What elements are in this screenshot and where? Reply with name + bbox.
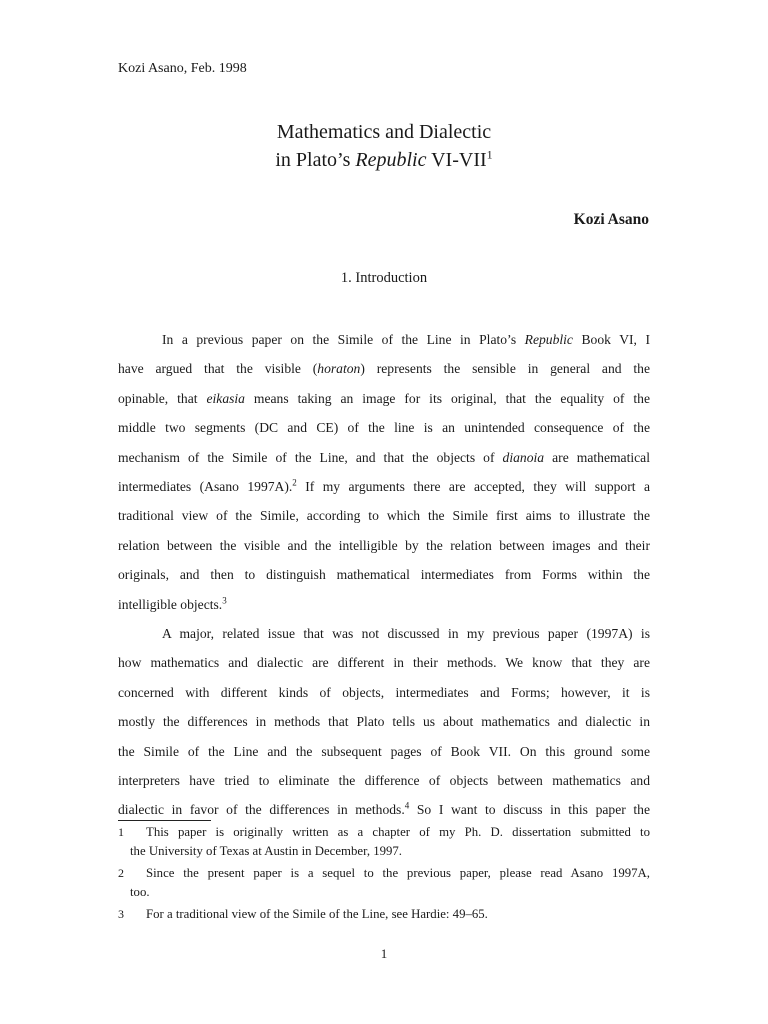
footnote-ref: 3 <box>222 594 227 605</box>
footnote-2 <box>118 864 650 902</box>
footnote-line: This paper is originally written as a chapter of my Ph. D. dissertation submitted to <box>146 825 650 839</box>
text-run: Book VI, I <box>572 332 650 347</box>
paragraph-line <box>118 325 650 354</box>
footnote-ref: 2 <box>292 477 297 488</box>
italic-run: dianoia <box>502 449 545 465</box>
section-heading: 1. Introduction <box>340 270 428 286</box>
paper-title-line-2 <box>0 146 768 174</box>
footnote-line: For a traditional view of the Simile of the Line, see Hardie: 49–65. <box>146 907 488 921</box>
footnote-ref: 4 <box>404 800 410 811</box>
text-run: So I want to discuss in this paper the <box>409 802 650 818</box>
paragraph-line: A major, related issue that was not discussed in my previous paper (1997A) is <box>162 626 650 641</box>
author-name: Kozi Asano <box>573 211 649 228</box>
text-run: means taking an image for its original, that the equality of the <box>244 390 651 406</box>
title-prefix: in Plato’s <box>275 149 356 171</box>
footnote-line: the University of Texas at Austin in December, 1997. <box>130 844 403 858</box>
paragraph-line: concerned with different kinds of objects, intermediates and Forms; however, it is <box>118 684 650 700</box>
italic-run: eikasia <box>206 390 245 406</box>
text-run: ) represents the sensible in general and the <box>360 361 650 377</box>
title-italic: Republic <box>355 149 427 171</box>
page-number: 1 <box>380 946 388 961</box>
paragraph-line: traditional view of the Simile, according to which the Simile first aims to illustrate the <box>118 508 650 524</box>
paragraph-line <box>118 354 650 383</box>
paragraph-line: the Simile of the Line and the subsequent pages of Book VII. On this ground some <box>118 743 650 759</box>
text-run: opinable, that <box>118 390 207 406</box>
italic-run: Republic <box>524 332 573 347</box>
text-run: mechanism of the Simile of the Line, and that the objects of <box>118 449 503 465</box>
paragraph-line <box>118 384 650 413</box>
footnote-line: Since the present paper is a sequel to the previous paper, please read Asano 1997A, <box>146 866 650 880</box>
title-footnote-mark: 1 <box>486 147 493 162</box>
text-run: intelligible objects. <box>118 596 223 612</box>
footnote-number: 2 <box>118 866 124 880</box>
text-run: intermediates (Asano 1997A). <box>118 478 293 494</box>
paragraph-line <box>118 472 650 501</box>
footnote-line: too. <box>130 885 150 899</box>
paragraph-line: how mathematics and dialectic are different in their methods. We know that they are <box>118 655 650 671</box>
footnote-divider <box>118 820 211 821</box>
paragraph-line: relation between the visible and the intelligible by the relation between images and their <box>118 537 650 553</box>
text-run: have argued that the visible ( <box>118 361 318 377</box>
footnote-1 <box>118 823 650 861</box>
paragraph-line: interpreters have tried to eliminate the difference of objects between mathematics and <box>118 772 650 788</box>
text-run: If my arguments there are accepted, they will support a <box>296 478 651 494</box>
text-run: dialectic in favor of the differences in methods. <box>118 802 405 818</box>
footnote-number: 3 <box>118 907 124 921</box>
paragraph-line: mostly the differences in methods that Plato tells us about mathematics and dialectic in <box>118 714 650 730</box>
paper-title-line-1: Mathematics and Dialectic <box>276 121 492 143</box>
text-run: are mathematical <box>544 449 650 465</box>
header-note: Kozi Asano, Feb. 1998 <box>118 61 247 76</box>
paragraph-1 <box>118 325 650 619</box>
footnote-3 <box>118 905 650 924</box>
paragraph-line: originals, and then to distinguish mathematical intermediates from Forms within the <box>118 567 650 583</box>
paragraph-2 <box>118 619 650 825</box>
footnote-number: 1 <box>118 825 124 839</box>
title-suffix: VI-VII <box>426 149 487 171</box>
paragraph-line <box>118 443 650 472</box>
paragraph-line: middle two segments (DC and CE) of the line is an unintended consequence of the <box>118 420 650 436</box>
paragraph-line <box>118 590 650 619</box>
text-run: In a previous paper on the Simile of the Line in Plato’s <box>162 332 525 347</box>
italic-run: horaton <box>317 361 361 377</box>
